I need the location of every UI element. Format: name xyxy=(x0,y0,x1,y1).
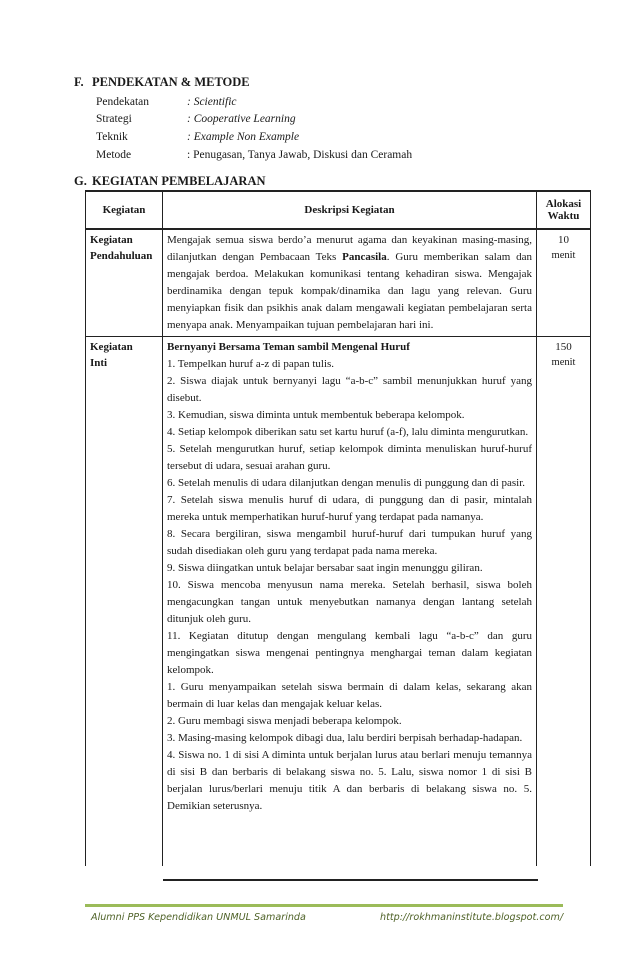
section-g-title: KEGIATAN PEMBELAJARAN xyxy=(92,174,266,188)
table-row-inti xyxy=(86,337,591,867)
method-value-text: : Cooperative Learning xyxy=(187,113,296,126)
kegiatan-label xyxy=(86,229,163,337)
header-alokasi xyxy=(537,191,591,229)
kegiatan-label-line1: Kegiatan xyxy=(90,341,133,353)
learning-activity-table xyxy=(85,190,591,866)
desc-text: . Guru memberikan salam dan mengajak berdoa. Melakukan komunikasi tentang kehadiran siswa. Mengajak berdinamika dengan tepuk kompak/dinamika dan lagu yang relevan. Guru menyiapkan fisik dan psikhis anak dalam mengawali kegiatan pembelajaran serta menyapa anak. Menyampaikan tujuan pembelajaran hari ini. xyxy=(167,251,532,331)
time-unit: menit xyxy=(551,250,576,261)
list-item: 8. Secara bergiliran, siswa mengambil huruf-huruf dari tumpukan huruf yang sudah disediakan oleh guru yang terdapat pada nama mereka. xyxy=(167,528,532,557)
method-row-pendekatan xyxy=(96,93,556,111)
kegiatan-label-line2: Inti xyxy=(90,357,108,369)
list-item: 1. Guru menyampaikan setelah siswa bermain di dalam kelas, sekarang akan bermain di luar kelas dan mengajak keluar kelas. xyxy=(167,681,532,710)
method-value xyxy=(187,111,556,129)
list-item: 4. Siswa no. 1 di sisi A diminta untuk berjalan lurus atau berlari menuju temannya di sisi B dan berbaris di belakang siswa no. 5. Lalu, siswa nomor 1 di sisi B berjalan lurus/berlari menuju titik A dan berbaris di belakang siswa no. 5. Demikian seterusnya. xyxy=(167,749,532,812)
method-value-text: : Scientific xyxy=(187,95,237,108)
list-item: 9. Siswa diingatkan untuk belajar bersabar saat ingin menunggu giliran. xyxy=(167,562,483,574)
method-row-teknik xyxy=(96,128,556,146)
kegiatan-description xyxy=(163,229,537,337)
method-info-table xyxy=(96,93,556,163)
section-f-letter: F. xyxy=(74,75,84,89)
section-g-heading xyxy=(74,174,266,189)
table-row-pendahuluan xyxy=(86,229,591,337)
footer-institution: Alumni PPS Kependidikan UNMUL Samarinda xyxy=(91,912,306,923)
list-item: 2. Siswa diajak untuk bernyanyi lagu “a-b-c” sambil menunjukkan huruf yang disebut. xyxy=(167,375,532,404)
footer-url-link[interactable]: http://rokhmaninstitute.blogspot.com/ xyxy=(380,912,564,923)
list-item: 3. Masing-masing kelompok dibagi dua, lalu berdiri berpisah berhadap-hadapan. xyxy=(167,732,523,744)
section-f-title: PENDEKATAN & METODE xyxy=(92,75,250,89)
list-item: 5. Setelah mengurutkan huruf, setiap kelompok diminta menuliskan huruf-huruf tersebut di udara, sesuai arahan guru. xyxy=(167,443,532,472)
method-key: Pendekatan xyxy=(96,95,150,108)
time-allocation xyxy=(537,229,591,337)
footer-divider xyxy=(85,904,563,907)
time-value: 10 xyxy=(558,234,569,246)
list-item: 1. Tempelkan huruf a-z di papan tulis. xyxy=(167,358,335,370)
header-kegiatan: Kegiatan xyxy=(86,191,163,229)
method-key: Metode xyxy=(96,148,132,161)
list-item: 3. Kemudian, siswa diminta untuk membentuk beberapa kelompok. xyxy=(167,409,465,421)
kegiatan-label-line1: Kegiatan xyxy=(90,234,133,246)
time-allocation xyxy=(537,337,591,867)
method-value-text: : Example Non Example xyxy=(187,130,300,143)
lesson-title: Bernyanyi Bersama Teman sambil Mengenal Huruf xyxy=(167,341,410,353)
kegiatan-label xyxy=(86,337,163,867)
method-key: Teknik xyxy=(96,130,128,143)
list-item: 2. Guru membagi siswa menjadi beberapa kelompok. xyxy=(167,715,402,727)
table-bottom-border xyxy=(163,879,538,881)
header-deskripsi: Deskripsi Kegiatan xyxy=(163,191,537,229)
method-value xyxy=(187,93,556,111)
method-key: Strategi xyxy=(96,113,132,126)
list-item: 4. Setiap kelompok diberikan satu set kartu huruf (a-f), lalu diminta mengurutkan. xyxy=(167,426,529,438)
desc-bold-text: Pancasila xyxy=(342,251,387,263)
table-header-row xyxy=(86,191,591,229)
list-item: 6. Setelah menulis di udara dilanjutkan dengan menulis di punggung dan di pasir. xyxy=(167,477,526,489)
method-row-metode xyxy=(96,146,556,164)
time-unit: menit xyxy=(551,357,576,368)
time-value: 150 xyxy=(555,341,572,353)
header-alokasi-line2: Waktu xyxy=(547,210,580,222)
desc-text: Mengajak semua siswa berdo’a menurut agama dan keyakinan masing-masing, dilanjutkan dengan Pembacaan Teks xyxy=(167,234,532,263)
list-item: 10. Siswa mencoba menyusun nama mereka. Setelah berhasil, siswa boleh mengacungkan tangan untuk menyebutkan namanya dengan lantang setelah ditunjuk oleh guru. xyxy=(167,579,532,625)
header-alokasi-line1: Alokasi xyxy=(545,198,582,210)
method-value xyxy=(187,128,556,146)
method-value: : Penugasan, Tanya Jawab, Diskusi dan Ceramah xyxy=(187,148,413,161)
section-g-letter: G. xyxy=(74,174,87,188)
list-item: 7. Setelah siswa menulis huruf di udara, di punggung dan di pasir, mintalah mereka untuk memperhatikan huruf-huruf yang terdapat pada namanya. xyxy=(167,494,532,523)
method-row-strategi xyxy=(96,111,556,129)
kegiatan-description xyxy=(163,337,537,867)
list-item: 11. Kegiatan ditutup dengan mengulang kembali lagu “a-b-c” dan guru mengingatkan siswa mengenai pentingnya menghargai teman dalam kegiatan kelompok. xyxy=(167,630,532,676)
section-f-heading xyxy=(74,75,250,90)
kegiatan-label-line2: Pendahuluan xyxy=(90,250,153,262)
